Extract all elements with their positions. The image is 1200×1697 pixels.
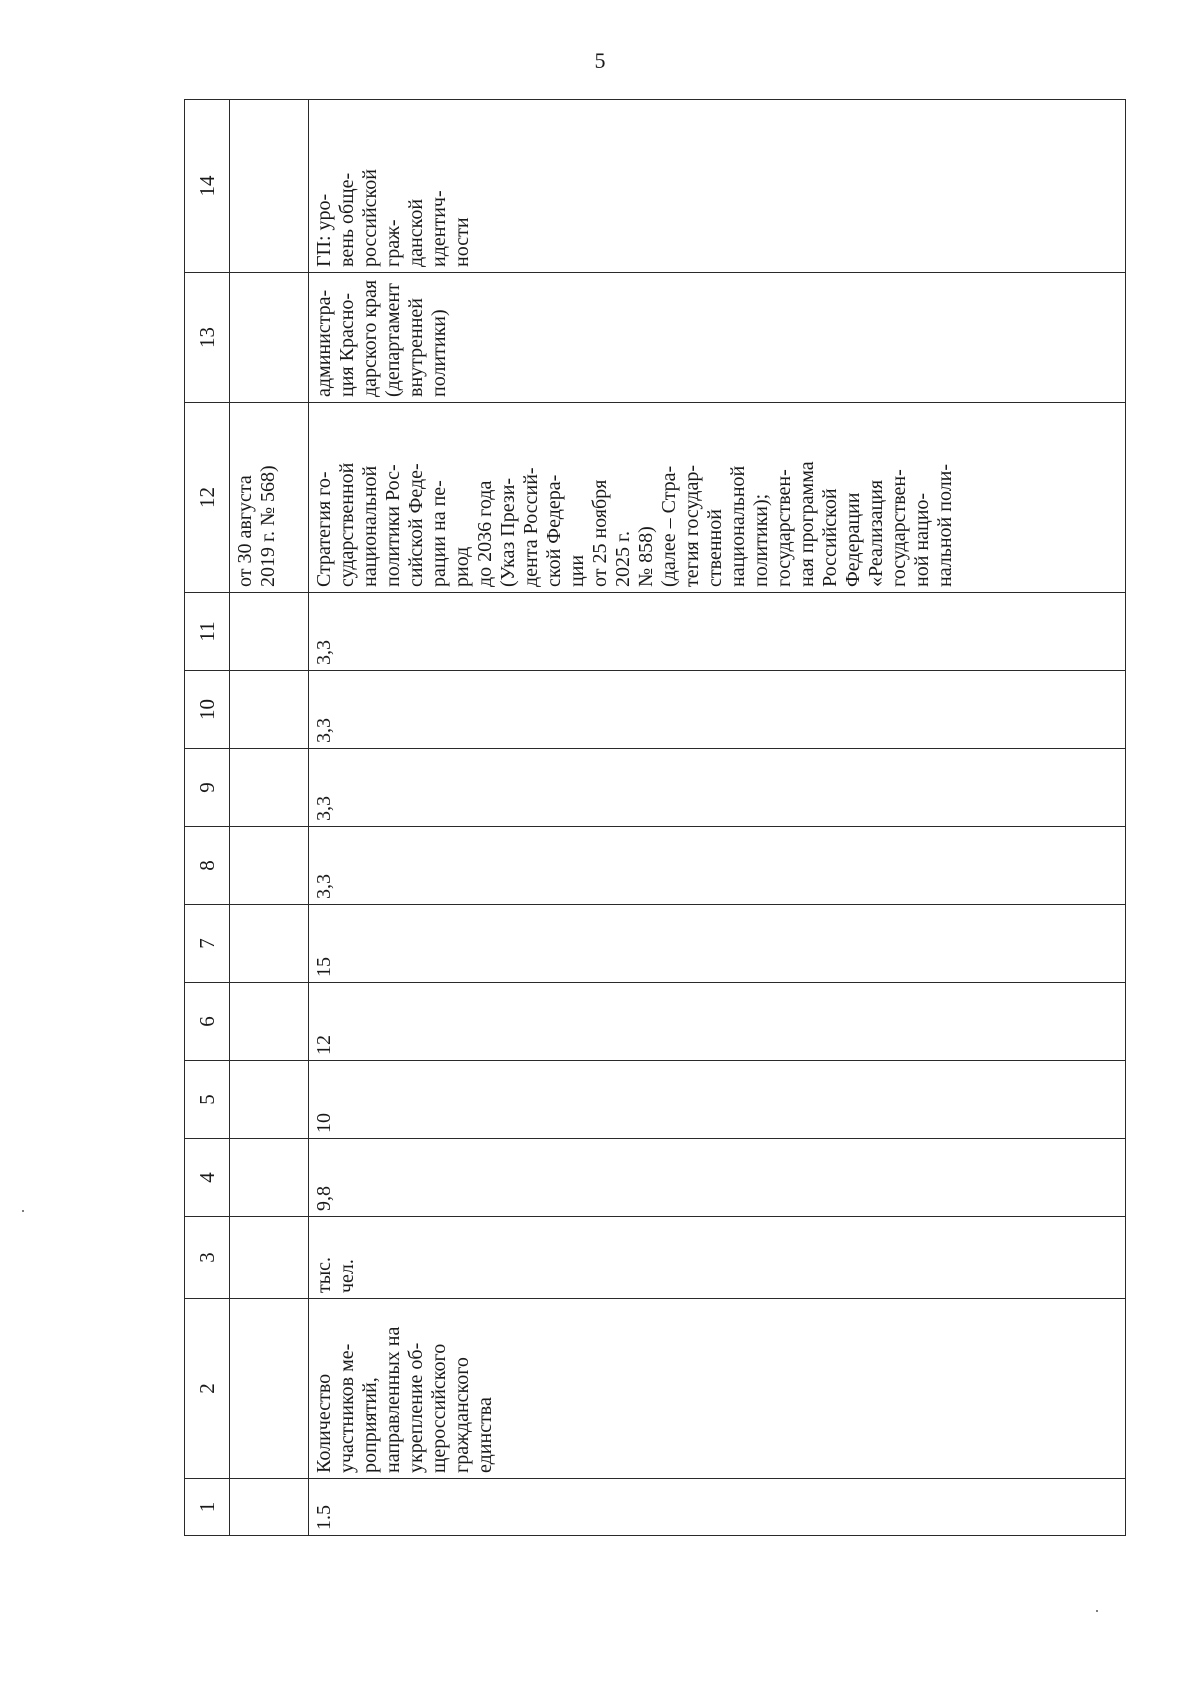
header-cell: 2 xyxy=(185,1299,230,1479)
table-cell xyxy=(230,671,309,749)
value-cell: 12 xyxy=(309,983,1126,1061)
scan-speck xyxy=(22,1210,24,1212)
value-cell: 3,3 xyxy=(309,827,1126,905)
value-cell: 3,3 xyxy=(309,671,1126,749)
indicator-name-cell: Количество участников ме- роприятий, направленных на укрепление об- щероссийского гражданского единства xyxy=(309,1299,1126,1479)
header-cell: 4 xyxy=(185,1139,230,1217)
table-cell xyxy=(230,1299,309,1479)
table-row xyxy=(309,100,1126,1536)
value-cell: 3,3 xyxy=(309,593,1126,671)
header-cell: 14 xyxy=(185,100,230,273)
header-row xyxy=(185,100,230,1536)
page-number: 5 xyxy=(594,48,606,73)
table-cell: от 30 августа 2019 г. № 568) xyxy=(230,403,309,593)
link-cell: ГП: уро- вень обще- российской граж- данской идентич- ности xyxy=(309,100,1126,273)
responsible-cell: администра- ция Красно- дарского края (департамент внутренней политики) xyxy=(309,273,1126,403)
unit-cell: тыс. чел. xyxy=(309,1217,1126,1299)
header-cell: 13 xyxy=(185,273,230,403)
indicator-table-rotated xyxy=(184,100,1126,1536)
header-cell: 7 xyxy=(185,905,230,983)
document-basis-cell: Стратегия го- сударственной национальной политики Рос- сийской Феде- рации на пе- риод до 2036 года (Указ Прези- дента Россий- ской Федера- ции от 25 ноября 2025 г. № 858) (далее – Стра- тегия государ- ственной национальной политики); государствен- ная программа Российской Федерации «Реализация государствен- ной нацио- нальной поли- xyxy=(309,403,1126,593)
row-number-cell: 1.5 xyxy=(309,1479,1126,1536)
value-cell: 3,3 xyxy=(309,749,1126,827)
header-cell: 11 xyxy=(185,593,230,671)
table-cell xyxy=(230,1061,309,1139)
table-cell xyxy=(230,1217,309,1299)
indicator-table xyxy=(184,99,1126,1536)
header-cell: 9 xyxy=(185,749,230,827)
table-cell xyxy=(230,1479,309,1536)
continuation-row xyxy=(230,100,309,1536)
table-cell xyxy=(230,593,309,671)
table-cell xyxy=(230,273,309,403)
header-cell: 3 xyxy=(185,1217,230,1299)
table-cell xyxy=(230,827,309,905)
table-cell xyxy=(230,983,309,1061)
table-cell xyxy=(230,1139,309,1217)
table-cell xyxy=(230,100,309,273)
table-cell xyxy=(230,749,309,827)
header-cell: 1 xyxy=(185,1479,230,1536)
table-cell xyxy=(230,905,309,983)
scan-speck xyxy=(1096,1610,1098,1612)
header-cell: 8 xyxy=(185,827,230,905)
header-cell: 6 xyxy=(185,983,230,1061)
value-cell: 9,8 xyxy=(309,1139,1126,1217)
header-cell: 12 xyxy=(185,403,230,593)
header-cell: 10 xyxy=(185,671,230,749)
value-cell: 10 xyxy=(309,1061,1126,1139)
header-cell: 5 xyxy=(185,1061,230,1139)
value-cell: 15 xyxy=(309,905,1126,983)
